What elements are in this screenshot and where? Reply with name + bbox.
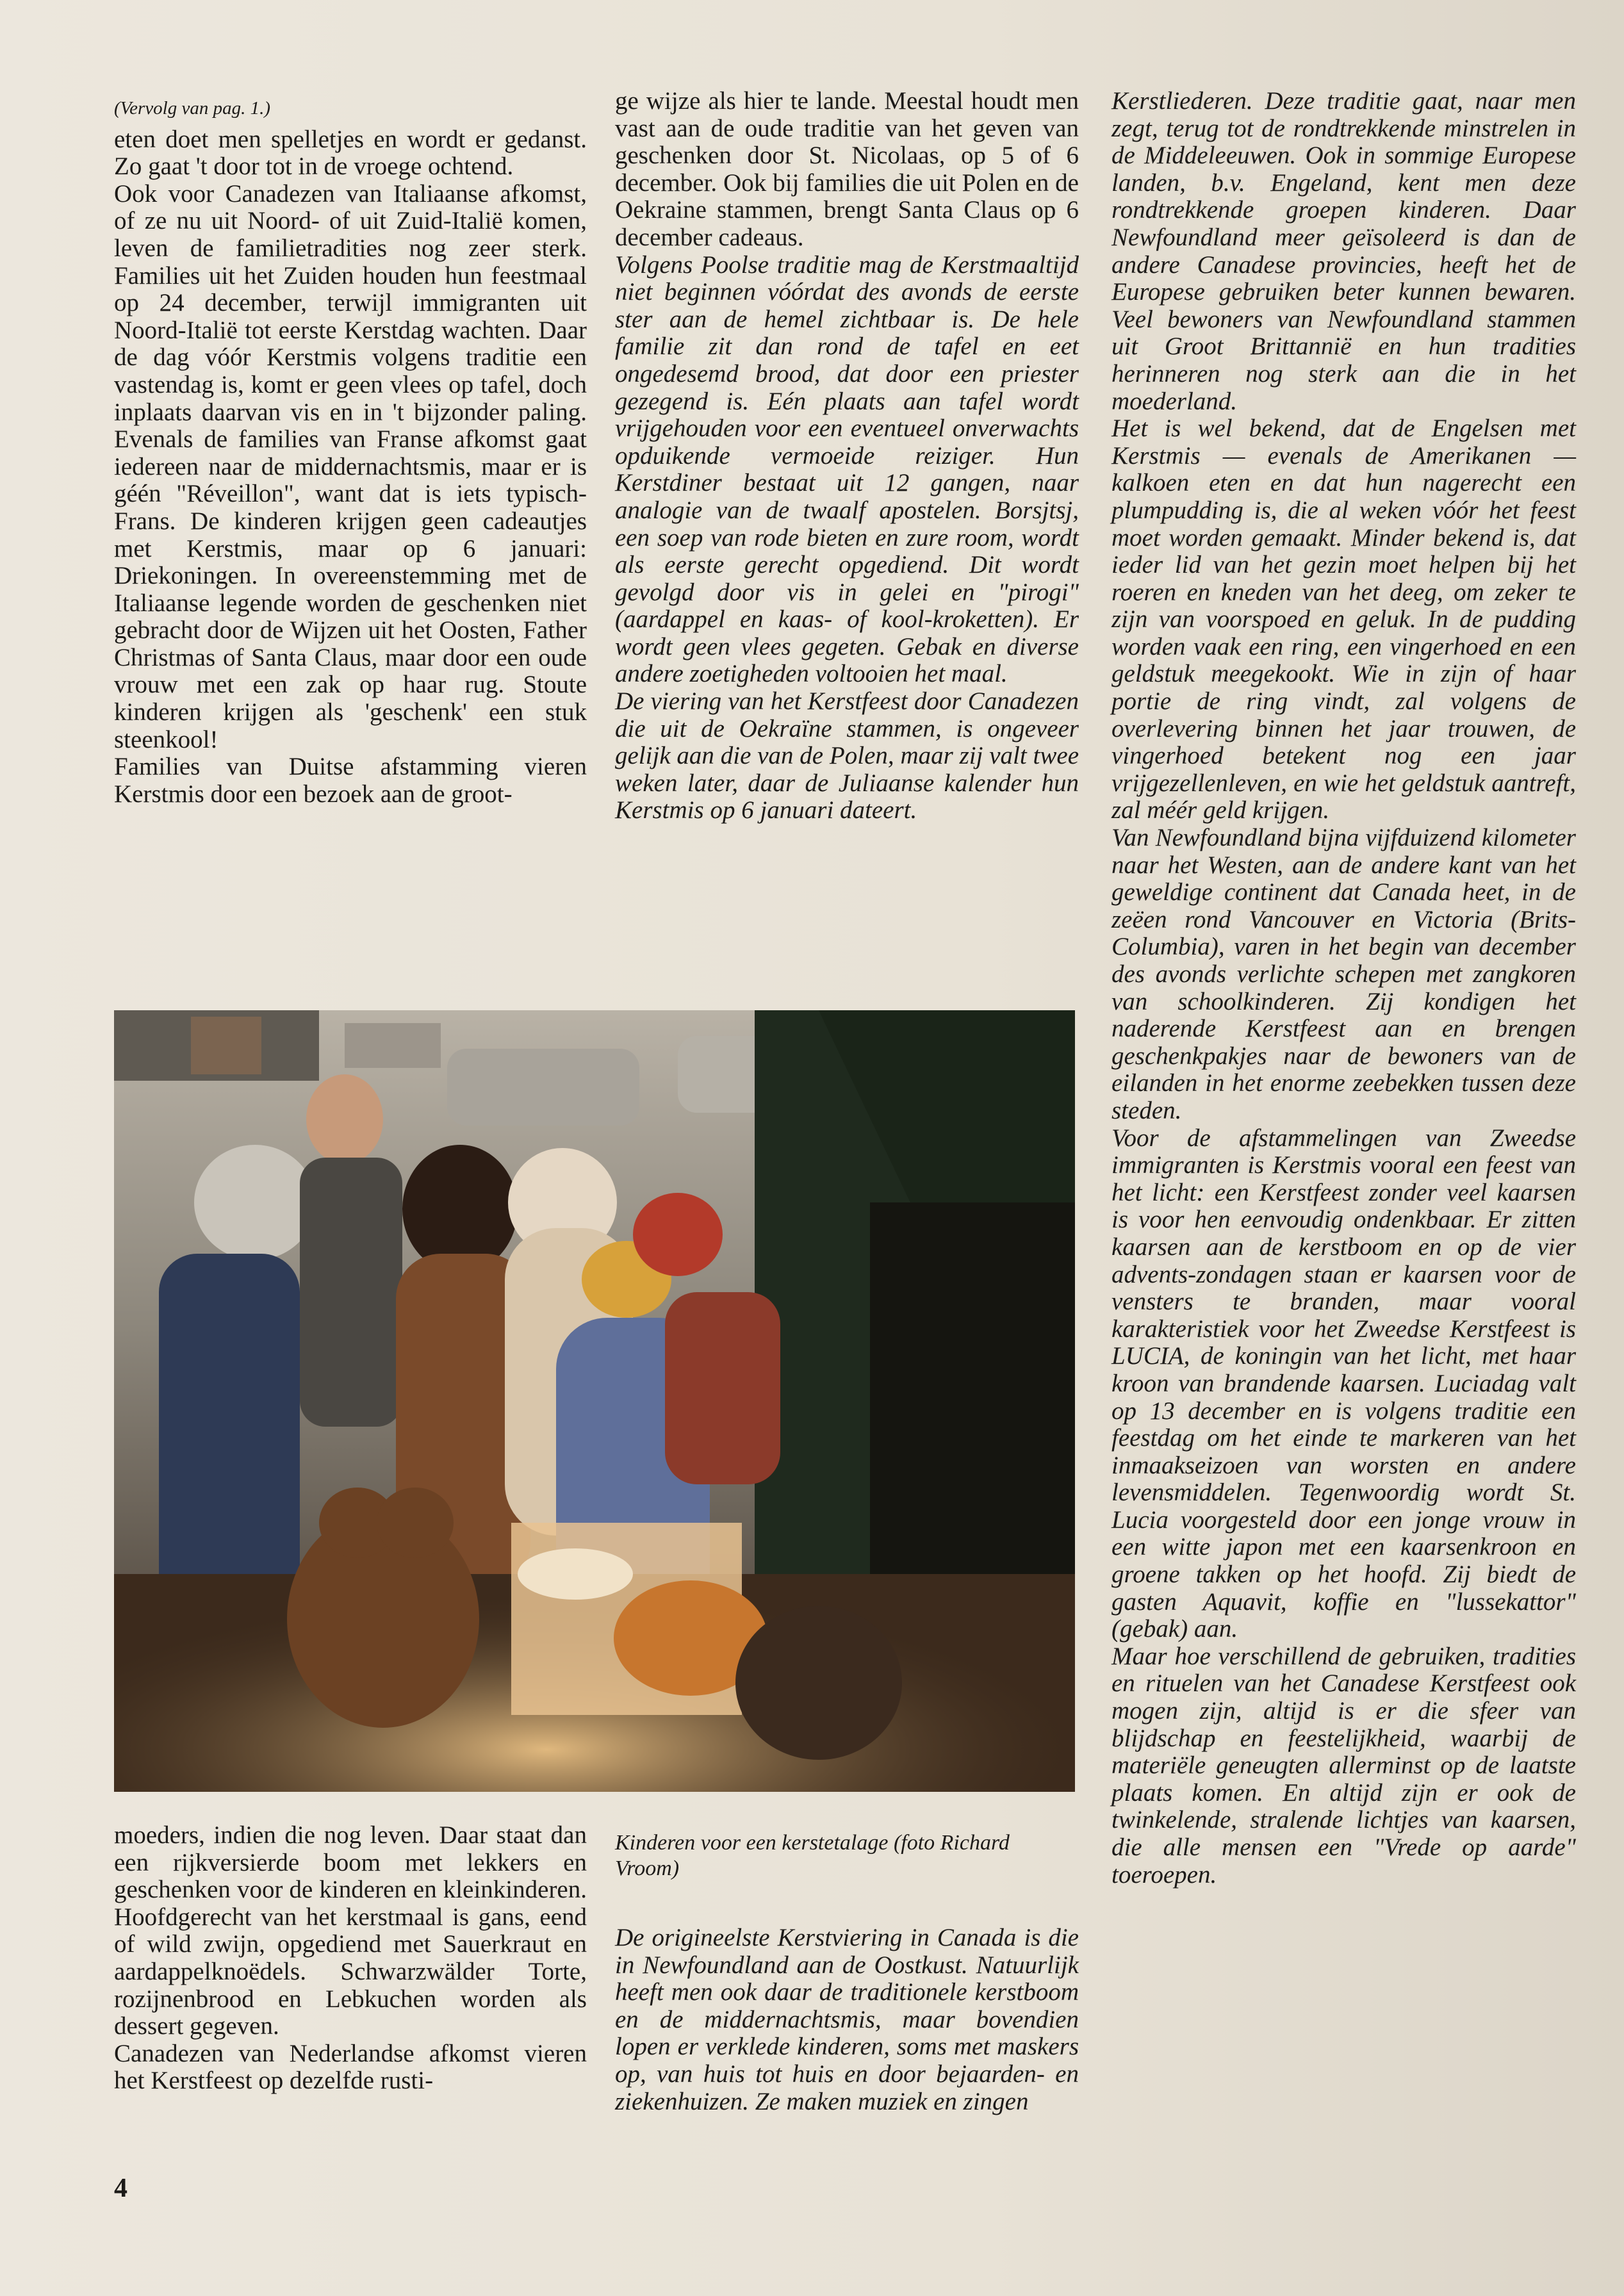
paragraph: moeders, indien die nog leven. Daar staat dan een rijkversierde boom met lekkers en geschenken voor de kinderen en kleinkinderen. Hoofdgerecht van het kerstmaal is gans, eend of wild zwijn, opgediend met Sauerkraut en aardappelknoëdels. Schwarzwälder Torte, rozijnenbrood en Lebkuchen worden als dessert gegeven. — [114, 1821, 587, 2040]
paragraph: Van Newfoundland bijna vijfduizend kilometer naar het Westen, aan de andere kant van het geweldige continent dat Canada heet, in de zeëen rond Vancouver en Victoria (Brits-Columbia), varen in het begin van december des avonds verlichte schepen met zangkoren van schoolkinderen. Zij kondigen het naderende Kerstfeest aan en brengen geschenkpakjes naar de bewoners van de eilanden in het enorme zeebekken tussen deze steden. — [1111, 824, 1576, 1124]
column-3 — [1111, 88, 1576, 1889]
paragraph: Ook voor Canadezen van Italiaanse afkomst, of ze nu uit Noord- of uit Zuid-Italië komen, leven de familietradities nog zeer sterk. Families uit het Zuiden houden hun feestmaal op 24 december, terwijl immigranten uit Noord-Italië tot eerste Kerstdag wachten. Daar de dag vóór Kerstmis volgens traditie een vastendag is, komt er geen vlees op tafel, doch inplaats daarvan vis en in 't bijzonder paling. Evenals de families van Franse afkomst gaat iedereen naar de middernachtsmis, maar er is géén "Réveillon", want dat is iets typisch-Frans. De kinderen krijgen geen cadeautjes met Kerstmis, maar op 6 januari: Driekoningen. In overeenstemming met de Italiaanse legende worden de geschenken niet gebracht door de Wijzen uit het Oosten, Father Christmas of Santa Claus, maar door een oude vrouw met een zak op haar rug. Stoute kinderen krijgen als 'geschenk' een stuk steenkool! — [114, 179, 587, 753]
paragraph: Volgens Poolse traditie mag de Kerstmaaltijd niet beginnen vóórdat des avonds de eerste ster aan de hemel zichtbaar is. De hele familie zit dan rond de tafel en eet ongedesemd brood, dat door een priester gezegend is. Eén plaats aan tafel wordt vrijgehouden voor een eventueel onverwachts opduikende vermoeide reiziger. Hun Kerstdiner bestaat uit 12 gangen, naar analogie van de twaalf apostelen. Borsjtsj, een soep van rode bieten en zure room, wordt als eerste gerecht opgediend. Dit wordt gevolgd door vis in gelei en "pirogi" (aardappel en kaas- of kool-kroketten). Er wordt geen vlees gegeten. Gebak en diverse andere zoetigheden voltooien het maal. — [615, 250, 1079, 688]
shop-window-photo — [114, 1010, 1075, 1792]
paragraph: eten doet men spelletjes en wordt er gedanst. Zo gaat 't door tot in de vroege ochtend. — [114, 125, 587, 181]
continuation-note: (Vervolg van pag. 1.) — [114, 98, 271, 119]
column-1-top — [114, 95, 587, 808]
column-2-top — [615, 88, 1079, 824]
paragraph: Families van Duitse afstamming vieren Kerstmis door een bezoek aan de groot- — [114, 753, 587, 808]
paragraph: Het is wel bekend, dat de Engelsen met Kerstmis — evenals de Amerikanen — kalkoen eten en dat hun nagerecht een plumpudding is, die al weken vóór het feest moet worden gemaakt. Minder bekend is, dat ieder lid van het gezin moet helpen bij het roeren en kneden van het deeg, om zeker te zijn van voorspoed en geluk. In de pudding worden vaak een ring, een vingerhoed en een geldstuk meegekookt. Wie in zijn of haar portie de ring vindt, zal volgens de overlevering binnen het jaar trouwen, de vingerhoed betekent nog een jaar vrijgezellenleven, en wie het geldstuk aantreft, zal méér geld krijgen. — [1111, 414, 1576, 824]
paragraph: Kerstliederen. Deze traditie gaat, naar men zegt, terug tot de rondtrekkende minstrelen in de Middeleeuwen. Ook in sommige Europese landen, b.v. Engeland, kent men deze rondtrekkende groepen kinderen. Daar Newfoundland meer geïsoleerd is dan de andere Canadese provincies, heeft het de Europese gebruiken beter kunnen bewaren. Veel bewoners van Newfoundland stammen uit Groot Brittannië en hun tradities herinneren nog sterk aan die in het moederland. — [1111, 87, 1576, 415]
paragraph: De origineelste Kerstviering in Canada is die in Newfoundland aan de Oostkust. Natuurlijk heeft men ook daar de traditionele kerstboom en de middernachtsmis, maar bovendien lopen er verklede kinderen, soms met maskers op, van huis tot huis en door bejaarden- en ziekenhuizen. Ze maken muziek en zingen — [615, 1924, 1079, 2115]
paragraph: Canadezen van Nederlandse afkomst vieren het Kerstfeest op dezelfde rusti- — [114, 2039, 587, 2095]
paragraph: Maar hoe verschillend de gebruiken, tradities en rituelen van het Canadese Kerstfeest ook mogen zijn, altijd is er die sfeer van blijdschap en feestelijkheid, waarbij de materiële geneugten allerminst op de laatste plaats komen. En altijd zijn er ook de twinkelende, stralende lichtjes van kaarsen, die alle mensen een "Vrede op aarde" toeroepen. — [1111, 1642, 1576, 1889]
paragraph: ge wijze als hier te lande. Meestal houdt men vast aan de oude traditie van het geven van geschenken door St. Nicolaas, op 5 of 6 december. Ook bij families die uit Polen en de Oekraine stammen, brengt Santa Claus op 6 december cadeaus. — [615, 87, 1079, 251]
column-1-bottom — [114, 1822, 587, 2095]
column-2-bottom — [615, 1924, 1079, 2115]
photo-illustration — [114, 1010, 1075, 1792]
page-number: 4 — [114, 2174, 127, 2203]
paragraph: De viering van het Kerstfeest door Canadezen die uit de Oekraïne stammen, is ongeveer gelijk aan die van de Polen, maar zij valt twee weken later, daar de Juliaanse kalender hun Kerstmis op 6 januari dateert. — [615, 687, 1079, 824]
photo-caption: Kinderen voor een kerstetalage (foto Richard Vroom) — [615, 1831, 1010, 1880]
paragraph: Voor de afstammelingen van Zweedse immigranten is Kerstmis vooral een feest van het licht: een Kerstfeest zonder veel kaarsen is voor hen eenvoudig ondenkbaar. Er zitten kaarsen aan de kerstboom en op de vier advents-zondagen staan er kaarsen voor de vensters te branden, maar vooral karakteristiek voor het Zweedse Kerstfeest is LUCIA, de koningin van het licht, met haar kroon van brandende kaarsen. Luciadag valt op 13 december en is volgens traditie een feestdag om het einde te markeren van het inmaakseizoen van worsten en andere levensmiddelen. Tegenwoordig wordt St. Lucia voorgesteld door een jonge vrouw in een witte japon met een kaarsenkroon en groene takken op het hoofd. Zij biedt de gasten Aquavit, koffie en "lussekattor" (gebak) aan. — [1111, 1124, 1576, 1643]
